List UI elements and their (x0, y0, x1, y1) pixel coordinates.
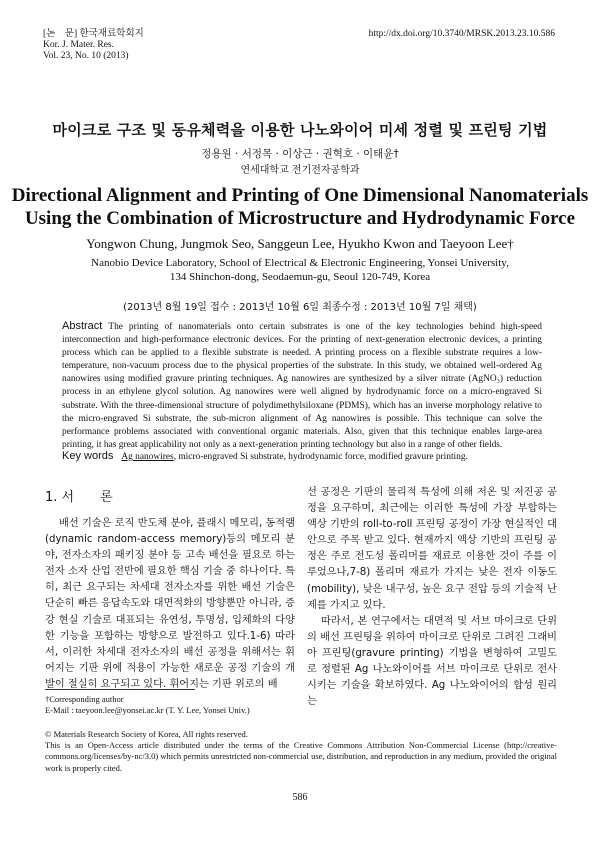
authors-korean: 정용원 · 서정목 · 이상근 · 권혁호 · 이태윤† (201, 148, 399, 160)
abstract-label: Abstract (62, 320, 103, 332)
keyword-ag-nanowires: Ag nanowires (121, 452, 174, 462)
affiliation-english (0, 256, 600, 284)
section-heading-introduction: 1. 서 론 (45, 490, 113, 505)
intro-paragraph-1: 배선 기술은 로직 반도체 분야, 플래시 메모리, 동적램(dynamic random-access memory)등의 메모리 분야, 전자소자의 패키징 분야 등 고속 배선을 필요로 하는 전자 소자 산업 전반에 필요한 핵심 기술 중 하나이다. 특히, 최근 요구되는 차세대 전자소자를 위한 배선 기술은 단순히 빠른 응답속도와 대면적화의 방향뿐만 아니라, 증강 현실 기술로 대표되는 유연성, 투명성, 입체화의 다양한 기능을 포함하는 방향으로 발전하고 있다.1-6) 따라서, 이러한 차세대 전자소자의 배선 공정을 위해서는 휘어지는 기판 위에 적용이 가능한 새로운 공정 기술의 개발이 절실히 요구되고 있다. 휘어지는 기판 위로의 배 (45, 518, 295, 690)
corresponding-author: †Corresponding author (45, 694, 124, 704)
authors-english: Yongwon Chung, Jungmok Seo, Sanggeun Lee, Hyukho Kwon and Taeyoon Lee† (86, 236, 514, 251)
title-english (0, 184, 600, 230)
copyright-line: © Materials Research Society of Korea, All rights reserved. (45, 729, 248, 739)
affiliation-english-line2: 134 Shinchon-dong, Seodaemun-gu, Seoul 120-749, Korea (169, 271, 431, 283)
footnote-divider (45, 689, 195, 690)
footnote (45, 694, 250, 716)
title-korean: 마이크로 구조 및 동유체력을 이용한 나노와이어 미세 정렬 및 프린팅 기법 (52, 121, 548, 139)
author-email: E-Mail : taeyoon.lee@yonsei.ac.kr (T. Y. Lee, Yonsei Univ.) (45, 705, 250, 715)
abstract (62, 320, 542, 452)
submission-dates: (2013년 8월 19일 접수 : 2013년 10월 6일 최종수정 : 2013년 10월 7일 채택) (123, 302, 477, 313)
keywords (62, 450, 542, 462)
title-english-line2: Using the Combination of Microstructure and Hydrodynamic Force (24, 208, 576, 229)
intro-paragraph-1-continued: 선 공정은 기판의 물리적 특성에 의해 저온 및 저진공 공정을 요구하며, 최근에는 이러한 특성에 가장 부합하는 액상 기반의 roll-to-roll 프린팅 공정이 가장 현실적인 대안으로 주목 받고 있다. 현재까지 액상 기반의 프린팅 공정은 주로 전도성 폴리머를 재료로 이용한 것이 주를 이루었으나,7-8) 폴리머 재료가 가지는 낮은 전자 이동도(mobility), 낮은 내구성, 높은 요구 전압 등의 기술적 난제를 가지고 있다. (307, 487, 557, 611)
journal-name-ko: [논 문] 한국재료학회지 (43, 29, 144, 39)
license-text: This is an Open-Access article distributed under the terms of the Creative Commons Attribution Non-Commercial License (http://creative-commons.org/licenses/by-nc/3.0) which permits unrestricted non-commercial use, distribution, and reproduction in any medium, provided the original work is properly cited. (45, 740, 557, 773)
keywords-rest: , micro-engraved Si substrate, hydrodynamic force, modified gravure printing. (173, 452, 468, 462)
left-column (45, 516, 295, 693)
affiliation-english-line1: Nanobio Device Laboratory, School of Electrical & Electronic Engineering, Yonsei University, (91, 257, 509, 269)
journal-header (43, 29, 144, 62)
copyright-notice (45, 729, 557, 774)
affiliation-korean: 연세대학교 전기전자공학과 (240, 165, 360, 176)
title-english-line1: Directional Alignment and Printing of One Dimensional Nanomaterials (11, 185, 589, 206)
doi-link[interactable]: http://dx.doi.org/10.3740/MRSK.2013.23.10.586 (368, 29, 555, 39)
keywords-label: Key words (62, 450, 114, 462)
intro-paragraph-2: 따라서, 본 연구에서는 대면적 및 서브 마이크로 단위의 배선 프린팅을 위하여 마이크로 단위로 그려진 그래비아 프린팅(gravure printing) 기법을 변형하여 고밀도로 정렬된 Ag 나노와이어를 서브 마이크로 단위로 전사시키는 기술을 확보하였다. Ag 나노와이어의 합성 원리는 (307, 615, 557, 708)
journal-volume: Vol. 23, No. 10 (2013) (43, 51, 129, 61)
page-number: 586 (292, 792, 308, 803)
abstract-text: The printing of nanomaterials onto certain substrates is one of the key technologies behind high-speed interconnection and high-performance electronic devices. For the printing of next-generation electronic devices, a printing process which can be applied to a flexible substrate is needed. A printing process on a flexible substrate requires a low-temperature, non-vacuum process due to the physical properties of the substrate. In this study, we obtained well-ordered Ag nanowires using modified gravure printing techniques. Ag nanowires are synthesized by a silver nitrate (AgNO₃) reduction process in an ethylene glycol solution. Ag nanowires were well aligned by hydrodynamic force on a micro-engraved Si substrate. With the three-dimensional structure of polydimethylsiloxane (PDMS), which has an inverse morphology relative to the micro-engraved Si substrate, the sub-micron alignment of Ag nanowires is possible. This technique can solve the performance problems associated with conventional organic materials. Also, given that this technique enables large-area printing, it has great applicability not only as a next-generation printing technology but also in a range of other fields. (62, 322, 542, 450)
right-column (307, 485, 557, 710)
journal-abbreviation: Kor. J. Mater. Res. (43, 40, 114, 50)
